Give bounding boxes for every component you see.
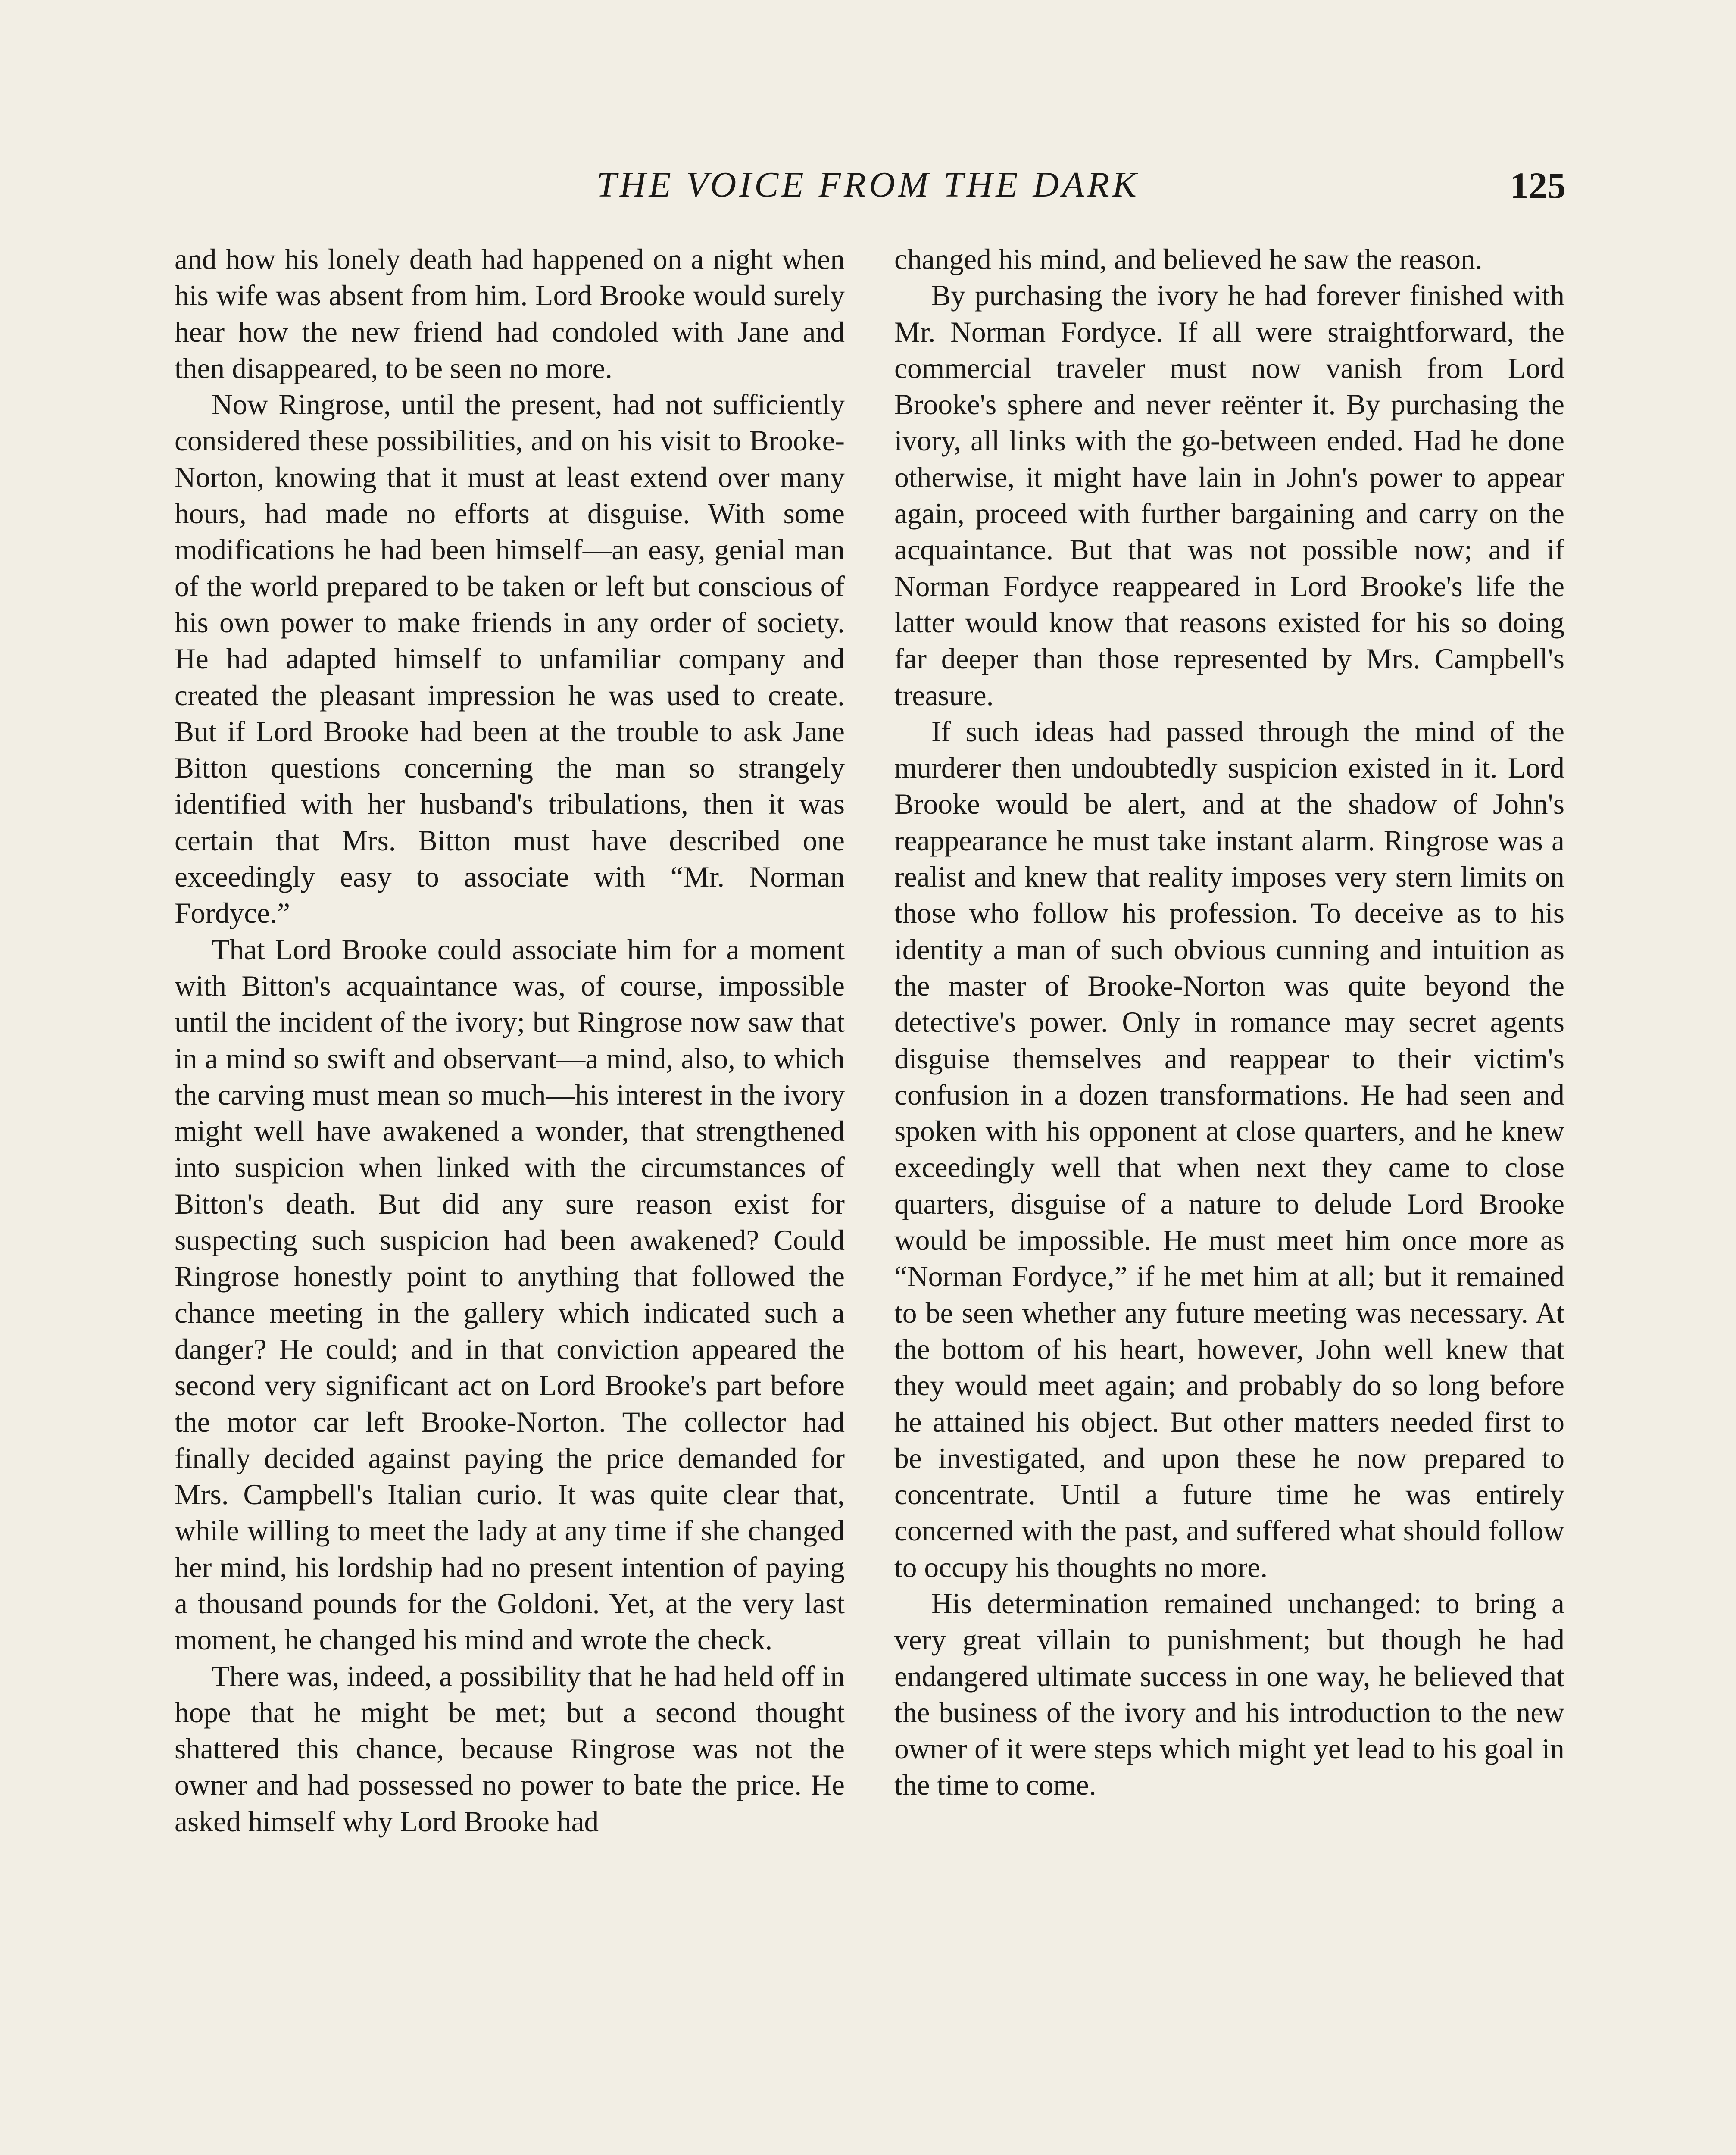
running-title: THE VOICE FROM THE DARK xyxy=(596,165,1140,205)
paragraph: changed his mind, and believed he saw the reason. xyxy=(894,243,1483,275)
paragraph: By purchasing the ivory he had forever finished with Mr. Norman Fordyce. If all were straightforward, the commercial traveler must now vanish from Lord Brooke's sphere and never reënter it. By purchasing the ivory, all links with the go-between ended. Had he done otherwise, it might have lain in John's power to appear again, proceed with further bargaining and carry on the acquaintance. But that was not possible now; and if Norman Fordyce reappeared in Lord Brooke's life the latter would know that reasons existed for his so doing far deeper than those represented by Mrs. Campbell's treasure. xyxy=(894,279,1564,712)
page-number: 125 xyxy=(1510,165,1566,206)
paragraph: and how his lonely death had happened on a night when his wife was absent from him. Lord Brooke would surely hear how the new friend had condoled with Jane and then disappeared, to be seen no more. xyxy=(175,243,845,384)
paragraph: Now Ringrose, until the present, had not sufficiently considered these possibilities, and on his visit to Brooke-Norton, knowing that it must at least extend over many hours, had made no efforts at disguise. With some modifications he had been himself—an easy, genial man of the world prepared to be taken or left but conscious of his own power to make friends in any order of society. He had adapted himself to unfamiliar company and created the pleasant impression he was used to create. But if Lord Brooke had been at the trouble to ask Jane Bitton questions concerning the man so strangely identified with her husband's tribulations, then it was certain that Mrs. Bitton must have described one exceedingly easy to associate with “Mr. Norman Fordyce.” xyxy=(175,388,845,930)
paragraph: If such ideas had passed through the mind of the murderer then undoubtedly suspicion existed in it. Lord Brooke would be alert, and at the shadow of John's reappearance he must take instant alarm. Ringrose was a realist and knew that reality imposes very stern limits on those who follow his profession. To deceive as to his identity a man of such obvious cunning and intuition as the master of Brooke-Norton was quite beyond the detective's power. Only in romance may secret agents disguise themselves and reappear to their victim's confusion in a dozen transformations. He had seen and spoken with his opponent at close quarters, and he knew exceedingly well that when next they came to close quarters, disguise of a nature to delude Lord Brooke would be impossible. He must meet him once more as “Norman Fordyce,” if he met him at all; but it remained to be seen whether any future meeting was necessary. At the bottom of his heart, however, John well knew that they would meet again; and probably do so long before he attained his object. But other matters needed first to be investigated, and upon these he now prepared to concentrate. Until a future time he was entirely concerned with the past, and suffered what should follow to occupy his thoughts no more. xyxy=(894,715,1564,1583)
text-column-left xyxy=(175,241,845,1840)
paragraph: His determination remained unchanged: to bring a very great villain to punishment; but though he had endangered ultimate success in one way, he believed that the business of the ivory and his introduction to the new owner of it were steps which might yet lead to his goal in the time to come. xyxy=(894,1587,1564,1802)
paragraph: There was, indeed, a possibility that he had held off in hope that he might be met; but a second thought shattered this chance, because Ringrose was not the owner and had possessed no power to bate the price. He asked himself why Lord Brooke had xyxy=(175,1660,845,1838)
text-column-right xyxy=(894,241,1564,1804)
paragraph: That Lord Brooke could associate him for a moment with Bitton's acquaintance was, of course, impossible until the incident of the ivory; but Ringrose now saw that in a mind so swift and observant—a mind, also, to which the carving must mean so much—his interest in the ivory might well have awakened a wonder, that strengthened into suspicion when linked with the circumstances of Bitton's death. But did any sure reason exist for suspecting such suspicion had been awakened? Could Ringrose honestly point to anything that followed the chance meeting in the gallery which indicated such a danger? He could; and in that conviction appeared the second very significant act on Lord Brooke's part before the motor car left Brooke-Norton. The collector had finally decided against paying the price demanded for Mrs. Campbell's Italian curio. It was quite clear that, while willing to meet the lady at any time if she changed her mind, his lordship had no present intention of paying a thousand pounds for the Goldoni. Yet, at the very last moment, he changed his mind and wrote the check. xyxy=(175,933,845,1656)
